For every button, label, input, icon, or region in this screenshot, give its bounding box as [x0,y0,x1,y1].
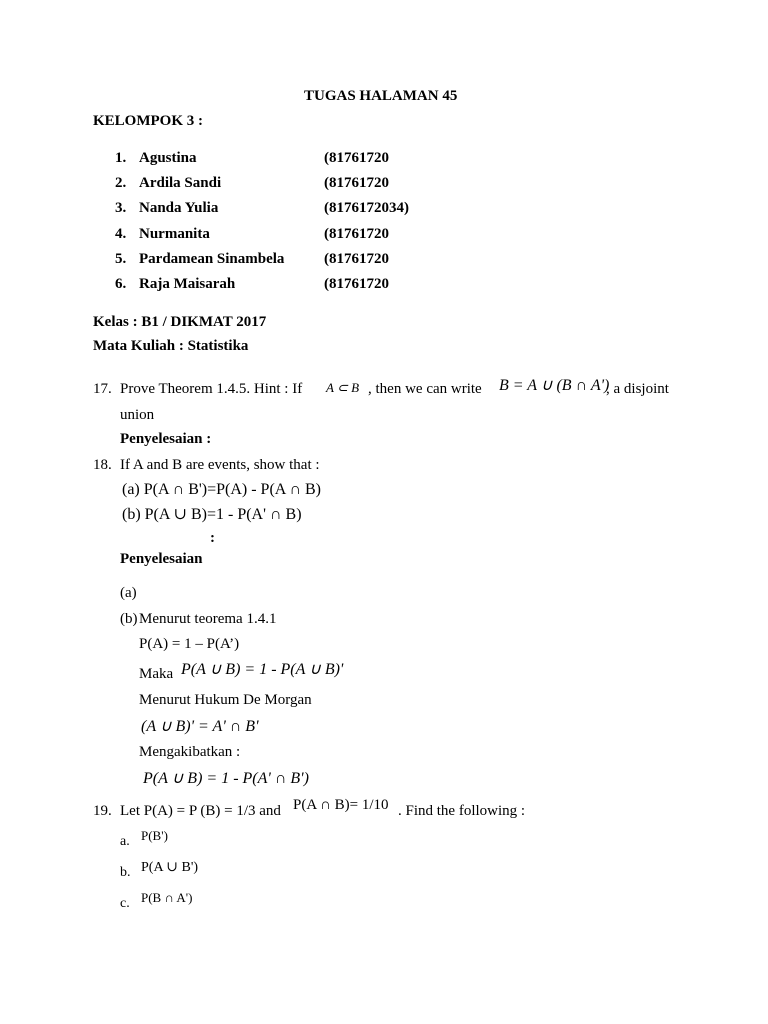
math-expression: P(A ∩ B)= 1/10 [293,797,389,813]
member-name: Agustina [139,150,197,166]
question-text: union [120,407,155,423]
member-id: (81761720 [324,251,389,267]
member-number: 3. [115,200,127,216]
class-info: Kelas : B1 / DIKMAT 2017 [93,314,267,330]
member-number: 2. [115,175,127,191]
math-part-b: (b) P(A ∪ B)=1 - P(A' ∩ B) [122,506,302,523]
math-expression: P(A ∪ B) = 1 - P(A' ∩ B') [143,770,309,787]
colon: : [210,530,215,546]
question-text: , then we can write [368,381,482,397]
math-part-a: (a) P(A ∩ B')=P(A) - P(A ∩ B) [122,481,322,498]
math-expression: (A ∪ B)' = A' ∩ B' [141,718,259,735]
item-label: b. [120,865,131,880]
member-id: (81761720 [324,150,389,166]
question-text: Let P(A) = P (B) = 1/3 and [120,803,281,819]
member-number: 1. [115,150,127,166]
solution-text: Maka [139,666,174,682]
solution-text: Menurut teorema 1.4.1 [139,611,277,627]
question-text: Prove Theorem 1.4.5. Hint : If [120,381,303,397]
solution-text: P(A) = 1 – P(A’) [139,636,240,652]
member-id: (81761720 [324,175,389,191]
solution-label: Penyelesaian : [120,431,212,447]
course-info: Mata Kuliah : Statistika [93,338,249,354]
solution-part-b-label: (b) [120,611,138,627]
member-number: 4. [115,226,127,242]
math-subset: A ⊂ B [326,380,360,395]
question-text: If A and B are events, show that : [120,457,320,473]
item-label: c. [120,896,130,911]
question-number: 19. [93,803,112,819]
member-name: Pardamean Sinambela [139,251,285,267]
math-item: P(B') [141,828,168,843]
member-id: (8176172034) [324,200,409,216]
member-number: 6. [115,276,127,292]
question-number: 18. [93,457,112,473]
solution-text: Menurut Hukum De Morgan [139,692,312,708]
question-number: 17. [93,381,112,397]
question-text: . Find the following : [398,803,526,819]
member-id: (81761720 [324,276,389,292]
question-text: , a disjoint [606,381,669,397]
member-number: 5. [115,251,127,267]
group-label: KELOMPOK 3 : [93,113,203,129]
solution-text: Mengakibatkan : [139,744,241,760]
member-name: Nurmanita [139,226,210,242]
solution-part-a: (a) [120,585,137,601]
member-name: Nanda Yulia [139,200,219,216]
member-id: (81761720 [324,226,389,242]
math-expression: B = A ∪ (B ∩ A') [499,377,610,394]
item-label: a. [120,834,130,849]
solution-label: Penyelesaian [120,551,203,567]
math-item: P(B ∩ A') [141,890,193,905]
math-item: P(A ∪ B') [141,860,199,875]
math-expression: P(A ∪ B) = 1 - P(A ∪ B)' [181,661,344,678]
member-name: Raja Maisarah [139,276,236,292]
member-name: Ardila Sandi [139,175,222,191]
page-title: TUGAS HALAMAN 45 [304,88,458,104]
